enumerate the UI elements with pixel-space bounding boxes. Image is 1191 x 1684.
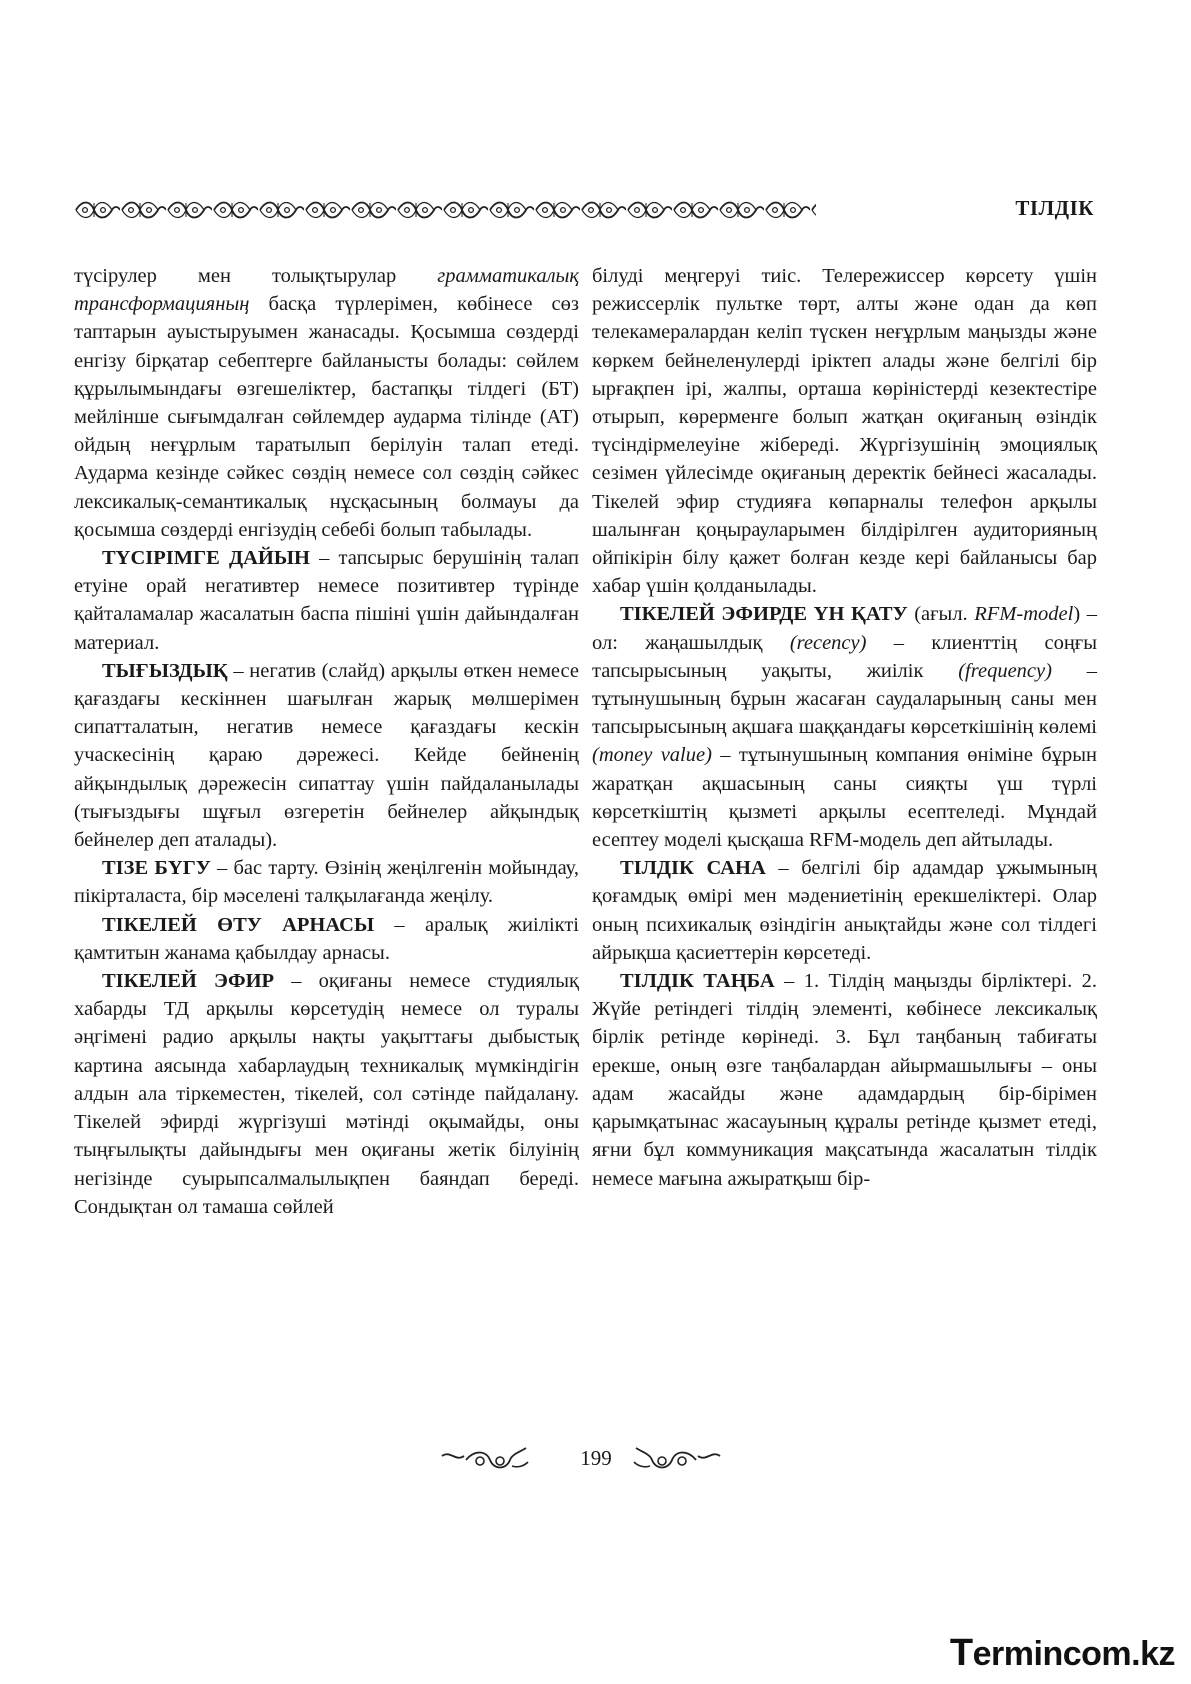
dictionary-entry: ТІКЕЛЕЙ ӨТУ АРНАСЫ – аралық жиілікті қамтитын жанама қабылдау арнасы.: [74, 913, 579, 964]
swirl-ornament-icon: [440, 1446, 530, 1474]
entry-term: ТҮСІРІМГЕ ДАЙЫН: [102, 547, 310, 570]
right-column: [592, 262, 1097, 1193]
dictionary-entry: ТЫҒЫЗДЫҚ – негатив (слайд) арқылы өткен немесе қағаздағы кескіннен шағылған жарық мөлшерімен сипатталатын, негатив немесе қағаздағы кескін учаскесінің қараю дәрежесі. Кейде бейненің айқындылық дәрежесін сипаттау үшін пайдаланылады (тығыздығы шұғыл өзгеретін бейнелер айқындық бейнелер деп аталады).: [74, 659, 579, 852]
page-number: 199: [580, 1446, 612, 1470]
entry-term: ТІЛДІК ТАҢБА: [620, 970, 775, 993]
dictionary-entry: ТҮСІРІМГЕ ДАЙЫН – тапсырыс берушінің талап етуіне орай негативтер немесе позитивтер түрінде қайталамалар жасалатын баспа пішіні үшін дайындалған материал.: [74, 547, 579, 654]
entry-term: ТІЗЕ БҮГУ: [102, 857, 211, 880]
left-column: [74, 262, 579, 1221]
entry-term: ТЫҒЫЗДЫҚ: [102, 659, 228, 682]
entry-continuation: білуді меңгеруі тиіс. Телережиссер көрсету үшін режиссерлік пультке төрт, алты және одан да көп телекамералардан келіп түскен неғұрлым маңызды және көркем бейнеленулерді іріктеп алады және белгілі бір ырғақпен ірі, жалпы, орташа көріністерді кезектестіре отырып, көрерменге болып жатқан оқиғаның өзіндік түсіндірмелеуіне жібереді. Жүргізушінің эмоциялық сезімен үйлесімде оқиғаның деректік бейнесі жасалады. Тікелей эфир студияға көпарналы телефон арқылы шалынған қоңырауларымен білдірілген аудиторияның ойпікірін білу қажет болған кезде кері байланысы бар хабар үшін қолданылады.: [592, 265, 1097, 598]
section-title: ТІЛДІК: [1015, 196, 1094, 220]
watermark-logo: Termincom.kz: [949, 1632, 1175, 1674]
dictionary-entry: ТІКЕЛЕЙ ЭФИР – оқиғаны немесе студиялық хабарды ТД арқылы көрсетудің немесе ол туралы әңгімені радио арқылы нақты уақыттағы дыбыстық картина аясында хабарлаудың техникалық мүмкіндігін алдын ала тіркеместен, тікелей, сол сәтінде пайдалану. Тікелей эфирді жүргізуші мәтінді оқымайды, оны тыңғылықты дайындығы мен оқиғаны жетік білуінің негізінде суырыпсалмалылықпен баяндап береді. Сондықтан ол тамаша сөйлей: [74, 970, 579, 1218]
entry-term: ТІКЕЛЕЙ ЭФИРДЕ ҮН ҚАТУ: [620, 603, 908, 626]
ornamental-band-icon: [74, 198, 816, 222]
running-header: [74, 190, 1094, 230]
entry-term: ТІЛДІК САНА: [620, 857, 766, 880]
entry-term: ТІКЕЛЕЙ ЭФИР: [102, 970, 275, 993]
entry-term: ТІКЕЛЕЙ ӨТУ АРНАСЫ: [102, 913, 375, 936]
dictionary-entry: ТІКЕЛЕЙ ЭФИРДЕ ҮН ҚАТУ (ағыл. RFM-model) – ол: жаңашылдық (recency) – клиенттің соңғы тапсырысының уақыты, жиілік (frequency) – тұтынушының бұрын жасаған саудаларының саны мен тапсырысының ақшаға шаққандағы көрсеткішінің көлемі (money value) – тұтынушының компания өніміне бұрын жаратқан ақшасының саны сияқты үш түрлі көрсеткіштің қызметі арқылы есептеледі. Мұндай есептеу моделі қысқаша RFM-модель деп айтылады.: [592, 603, 1098, 852]
entry-continuation: түсірулер мен толықтырулар грамматикалық трансформацияның басқа түрлерімен, көбінесе сөз таптарын ауыстыруымен жанасады. Қосымша сөздерді енгізу бірқатар себептерге байланысты болады: сөйлем құрылымындағы өзгешеліктер, бастапқы тілдегі (БТ) мейлінше сығымдалған сөйлемдер аударма тілінде (АТ) ойдың неғұрлым таратылып берілуін талап етеді. Аударма кезінде сәйкес сөздің немесе сол сөздің сәйкес лексикалық-семантикалық нұсқасының болмауы да қосымша сөздерді енгізудің себебі болып табылады.: [74, 265, 579, 541]
dictionary-entry: ТІЛДІК ТАҢБА – 1. Тілдің маңызды бірліктері. 2. Жүйе ретіндегі тілдің элементі, көбінесе лексикалық бірлік ретінде көрінеді. 3. Бұл таңбаның табиғаты ерекше, оның өзге таңбалардан айырмашылығы – оны адам жасайды және адамдардың бір-бірімен қарымқатынас жасауының құралы ретінде қызмет етеді, яғни бұл коммуникация мақсатында жасалатын тілдік немесе мағына ажыратқыш бір-: [592, 970, 1097, 1190]
dictionary-entry: ТІЛДІК САНА – белгілі бір адамдар ұжымының қоғамдық өмірі мен мәдениетінің ерекшеліктері. Олар оның психикалық өзіндігін анықтайды және сол тілдегі айрықша қасиеттерін көрсетеді.: [592, 857, 1097, 964]
swirl-ornament-icon: [632, 1446, 722, 1474]
dictionary-entry: ТІЗЕ БҮГУ – бас тарту. Өзінің жеңілгенін мойындау, пікірталаста, бір мәселені талқылағанда жеңілу.: [74, 857, 579, 908]
page-footer: [0, 1440, 1191, 1480]
